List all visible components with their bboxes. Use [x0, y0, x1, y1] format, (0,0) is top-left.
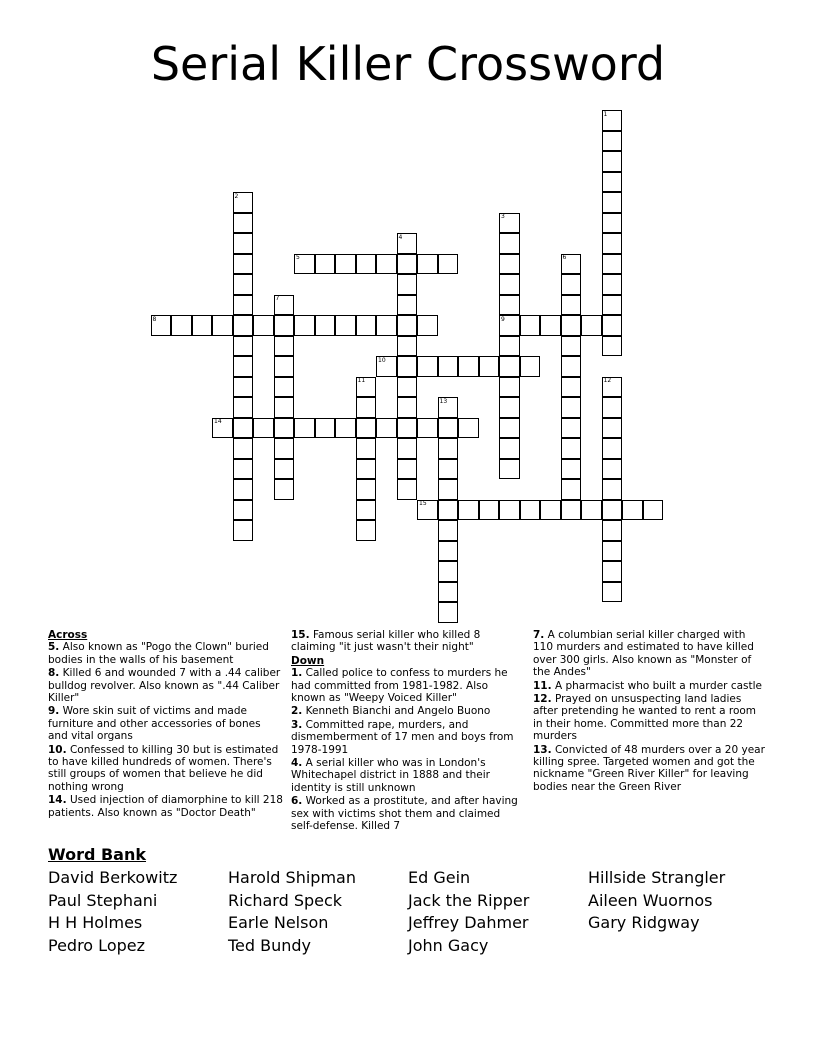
grid-cell[interactable] — [315, 315, 336, 336]
grid-cell[interactable] — [561, 315, 582, 336]
grid-cell[interactable] — [622, 500, 643, 521]
grid-clue-number: 6 — [562, 254, 567, 261]
word-bank-item: Harold Shipman — [228, 868, 356, 887]
grid-cell[interactable] — [233, 377, 254, 398]
grid-cell[interactable] — [602, 172, 623, 193]
word-bank-item: Paul Stephani — [48, 890, 158, 910]
grid-cell[interactable] — [233, 438, 254, 459]
grid-cell[interactable] — [499, 438, 520, 459]
clue-number: 1. — [291, 667, 303, 680]
word-bank-item: Richard Speck — [228, 890, 343, 910]
word-bank-item: Gary Ridgway — [588, 913, 700, 933]
grid-cell[interactable] — [499, 459, 520, 480]
word-bank-item: Hillside Strangler — [588, 868, 726, 887]
grid-cell[interactable] — [561, 336, 582, 357]
grid-cell[interactable] — [561, 459, 582, 480]
grid-cell[interactable] — [561, 397, 582, 418]
grid-cell[interactable] — [397, 315, 418, 336]
grid-cell[interactable] — [417, 315, 438, 336]
clue-text: Killed 6 and wounded 7 with a .44 caliber bulldog revolver. Also known as ".44 Caliber Killer" — [48, 667, 281, 705]
grid-cell[interactable] — [233, 520, 254, 541]
grid-cell[interactable] — [356, 459, 377, 480]
grid-cell[interactable] — [520, 500, 541, 521]
grid-cell[interactable] — [438, 356, 459, 377]
grid-cell[interactable] — [417, 254, 438, 275]
clue-across-8 — [48, 667, 283, 704]
grid-cell[interactable] — [499, 336, 520, 357]
grid-cell[interactable] — [274, 438, 295, 459]
grid-clue-number: 13 — [439, 397, 448, 405]
word-bank-item: H H Holmes — [48, 913, 143, 933]
grid-clue-number: 12 — [603, 377, 612, 384]
grid-cell[interactable] — [274, 315, 295, 336]
grid-cell[interactable] — [233, 315, 254, 336]
grid-cell[interactable] — [274, 459, 295, 480]
grid-cell[interactable] — [499, 397, 520, 418]
grid-cell[interactable] — [397, 479, 418, 500]
grid-cell[interactable] — [602, 274, 623, 295]
down-heading: Down — [291, 654, 325, 667]
word-bank-column-2 — [228, 867, 356, 958]
grid-cell[interactable] — [233, 479, 254, 500]
grid-cell[interactable] — [356, 520, 377, 541]
grid-cell[interactable] — [602, 520, 623, 541]
clue-down-1 — [291, 667, 525, 704]
grid-cell[interactable] — [397, 254, 418, 275]
word-bank-item: John Gacy — [408, 936, 489, 956]
clue-number: 14. — [48, 794, 67, 807]
grid-cell[interactable] — [171, 315, 192, 336]
clue-down-4 — [291, 757, 525, 794]
grid-cell[interactable] — [233, 356, 254, 377]
grid-cell[interactable] — [233, 418, 254, 439]
grid-cell[interactable] — [315, 254, 336, 275]
grid-cell[interactable] — [643, 500, 664, 521]
grid-cell[interactable] — [335, 254, 356, 275]
grid-cell[interactable] — [561, 418, 582, 439]
grid-cell[interactable] — [233, 397, 254, 418]
grid-clue-number: 14 — [214, 418, 222, 425]
clue-number: 11. — [533, 679, 552, 692]
clue-across-15 — [291, 629, 525, 654]
word-bank-title: Word Bank — [48, 845, 147, 864]
grid-cell[interactable] — [397, 459, 418, 480]
clue-text: Called police to confess to murders he had committed from 1981-1982. Also known as "Weepy Voiced Killer" — [291, 667, 508, 705]
grid-cell[interactable] — [212, 315, 233, 336]
grid-cell[interactable] — [274, 397, 295, 418]
clue-down-2 — [291, 705, 525, 717]
clue-number: 8. — [48, 667, 60, 680]
clue-number: 6. — [291, 795, 303, 808]
clue-text: A columbian serial killer charged with 110 murders and estimated to have killed over 300 girls. Also known as "Monster of the Andes" — [533, 629, 754, 679]
grid-cell[interactable] — [561, 479, 582, 500]
grid-cell[interactable] — [397, 377, 418, 398]
clue-number: 15. — [291, 629, 310, 641]
grid-cell[interactable] — [397, 397, 418, 418]
word-bank-item: David Berkowitz — [48, 868, 178, 887]
word-bank-item: Aileen Wuornos — [588, 890, 713, 910]
grid-cell[interactable] — [438, 479, 459, 500]
grid-cell[interactable] — [356, 254, 377, 275]
middle-clues-column — [291, 629, 525, 834]
grid-cell[interactable] — [253, 315, 274, 336]
grid-cell[interactable] — [417, 356, 438, 377]
grid-cell[interactable] — [602, 397, 623, 418]
clue-down-6 — [291, 795, 525, 832]
grid-cell[interactable] — [561, 356, 582, 377]
grid-cell[interactable] — [458, 356, 479, 377]
grid-cell[interactable] — [602, 541, 623, 562]
grid-cell[interactable] — [602, 151, 623, 172]
word-bank-item: Ted Bundy — [228, 936, 312, 956]
word-bank-column-1 — [48, 867, 177, 958]
clue-text: A pharmacist who built a murder castle — [554, 679, 762, 692]
grid-cell[interactable] — [438, 541, 459, 562]
grid-cell[interactable] — [438, 418, 459, 439]
grid-cell[interactable] — [253, 418, 274, 439]
grid-cell[interactable] — [356, 479, 377, 500]
grid-cell[interactable] — [581, 315, 602, 336]
grid-cell[interactable] — [294, 315, 315, 336]
grid-cell[interactable] — [602, 213, 623, 234]
grid-cell[interactable] — [458, 500, 479, 521]
clue-down-3 — [291, 719, 525, 756]
word-bank-item: Ed Gein — [408, 868, 471, 887]
clue-down-11 — [533, 680, 768, 692]
across-heading: Across — [48, 629, 88, 641]
grid-cell[interactable] — [561, 438, 582, 459]
clue-number: 5. — [48, 641, 60, 654]
clue-text: A serial killer who was in London's Whitechapel district in 1888 and their identity is still unknown — [291, 757, 490, 794]
grid-cell[interactable] — [356, 500, 377, 521]
grid-cell[interactable] — [602, 295, 623, 316]
grid-clue-number: 10 — [378, 356, 386, 364]
clue-text: Confessed to killing 30 but is estimated to have killed hundreds of women. There's still groups of women that believe he did nothing wrong — [48, 743, 279, 793]
grid-clue-number: 9 — [501, 315, 505, 323]
grid-cell[interactable] — [602, 459, 623, 480]
clue-number: 9. — [48, 705, 60, 718]
grid-clue-number: 5 — [296, 254, 300, 261]
grid-clue-number: 4 — [398, 233, 403, 241]
grid-cell[interactable] — [499, 418, 520, 439]
grid-cell[interactable] — [356, 418, 377, 439]
grid-cell[interactable] — [520, 356, 541, 377]
grid-cell[interactable] — [274, 356, 295, 377]
grid-cell[interactable] — [356, 315, 377, 336]
right-clues-column — [533, 629, 768, 794]
word-bank-column-3 — [408, 867, 529, 958]
grid-cell[interactable] — [397, 336, 418, 357]
grid-cell[interactable] — [602, 336, 623, 357]
grid-clue-number: 15 — [419, 500, 427, 507]
grid-cell[interactable] — [540, 500, 561, 521]
grid-cell[interactable] — [581, 500, 602, 521]
grid-cell[interactable] — [561, 500, 582, 521]
clue-across-10 — [48, 744, 283, 794]
clue-text: Used injection of diamorphine to kill 218 patients. Also known as "Doctor Death" — [48, 794, 283, 819]
grid-cell[interactable] — [397, 274, 418, 295]
grid-cell[interactable] — [335, 315, 356, 336]
clue-across-9 — [48, 705, 283, 742]
grid-cell[interactable] — [417, 418, 438, 439]
grid-cell[interactable] — [233, 500, 254, 521]
grid-clue-number: 2 — [234, 192, 239, 200]
clue-number: 7. — [533, 629, 545, 641]
grid-cell[interactable] — [397, 438, 418, 459]
clue-text: Convicted of 48 murders over a 20 year killing spree. Targeted women and got the nickname "Green River Killer" for leaving bodies near the Green River — [533, 743, 765, 793]
grid-cell[interactable] — [602, 479, 623, 500]
clue-number: 2. — [291, 705, 303, 718]
clue-down-7 — [533, 629, 768, 679]
grid-cell[interactable] — [376, 418, 397, 439]
clue-text: Also known as "Pogo the Clown" buried bodies in the walls of his basement — [48, 641, 269, 666]
clue-number: 3. — [291, 718, 303, 731]
clue-number: 12. — [533, 693, 552, 706]
grid-cell[interactable] — [397, 295, 418, 316]
grid-cell[interactable] — [438, 602, 459, 623]
page-title: Serial Killer Crossword — [150, 37, 666, 91]
grid-cell[interactable] — [602, 233, 623, 254]
grid-cell[interactable] — [438, 582, 459, 603]
grid-cell[interactable] — [438, 500, 459, 521]
grid-cell[interactable] — [438, 520, 459, 541]
word-bank-item: Earle Nelson — [228, 913, 329, 933]
grid-cell[interactable] — [376, 315, 397, 336]
word-bank-item: Pedro Lopez — [48, 936, 145, 956]
grid-cell[interactable] — [438, 561, 459, 582]
grid-cell[interactable] — [315, 418, 336, 439]
grid-cell[interactable] — [499, 500, 520, 521]
clue-text: Famous serial killer who killed 8 claiming "it just wasn't their night" — [291, 629, 481, 654]
grid-cell[interactable] — [561, 274, 582, 295]
grid-cell[interactable] — [602, 438, 623, 459]
grid-clue-number: 3 — [501, 213, 505, 220]
grid-cell[interactable] — [233, 336, 254, 357]
grid-cell[interactable] — [499, 274, 520, 295]
word-bank-item: Jeffrey Dahmer — [408, 913, 529, 933]
grid-cell[interactable] — [602, 500, 623, 521]
grid-cell[interactable] — [458, 418, 479, 439]
clue-down-12 — [533, 693, 768, 743]
grid-cell[interactable] — [602, 131, 623, 152]
across-clues-column — [48, 629, 283, 820]
grid-clue-number: 8 — [152, 315, 157, 323]
word-bank-column-4 — [588, 867, 725, 935]
grid-cell[interactable] — [602, 192, 623, 213]
grid-cell[interactable] — [233, 254, 254, 275]
clue-across-5 — [48, 641, 283, 666]
grid-cell[interactable] — [233, 295, 254, 316]
grid-cell[interactable] — [479, 356, 500, 377]
grid-cell[interactable] — [602, 254, 623, 275]
grid-cell[interactable] — [233, 233, 254, 254]
clue-text: Kenneth Bianchi and Angelo Buono — [305, 705, 491, 718]
grid-cell[interactable] — [356, 438, 377, 459]
grid-cell[interactable] — [274, 479, 295, 500]
grid-cell[interactable] — [335, 418, 356, 439]
grid-cell[interactable] — [479, 500, 500, 521]
clue-text: Prayed on unsuspecting land ladies after pretending he wanted to rent a room in their home. Committed more than 22 murders — [533, 693, 757, 743]
grid-cell[interactable] — [397, 418, 418, 439]
grid-cell[interactable] — [233, 459, 254, 480]
grid-cell[interactable] — [520, 315, 541, 336]
grid-cell[interactable] — [192, 315, 213, 336]
grid-cell[interactable] — [294, 418, 315, 439]
grid-cell[interactable] — [602, 582, 623, 603]
grid-cell[interactable] — [356, 397, 377, 418]
grid-cell[interactable] — [540, 315, 561, 336]
grid-clue-number: 7 — [275, 295, 280, 302]
grid-cell[interactable] — [397, 356, 418, 377]
grid-cell[interactable] — [561, 377, 582, 398]
grid-cell[interactable] — [499, 254, 520, 275]
word-bank-item: Jack the Ripper — [408, 890, 530, 910]
grid-cell[interactable] — [499, 356, 520, 377]
clue-text: Wore skin suit of victims and made furniture and other accessories of bones and vital organs — [48, 705, 261, 743]
grid-clue-number: 1 — [603, 110, 608, 118]
clue-text: Worked as a prostitute, and after having sex with victims shot them and claimed self-defense. Killed 7 — [291, 795, 518, 833]
grid-cell[interactable] — [233, 213, 254, 234]
clue-number: 13. — [533, 743, 552, 756]
grid-cell[interactable] — [602, 561, 623, 582]
grid-cell[interactable] — [438, 438, 459, 459]
grid-cell[interactable] — [376, 254, 397, 275]
grid-cell[interactable] — [499, 295, 520, 316]
clue-number: 10. — [48, 743, 67, 756]
grid-cell[interactable] — [274, 377, 295, 398]
grid-cell[interactable] — [233, 274, 254, 295]
grid-cell[interactable] — [499, 233, 520, 254]
grid-cell[interactable] — [438, 254, 459, 275]
grid-cell[interactable] — [602, 418, 623, 439]
clue-across-14 — [48, 794, 283, 819]
grid-cell[interactable] — [438, 459, 459, 480]
grid-cell[interactable] — [602, 315, 623, 336]
grid-cell[interactable] — [499, 377, 520, 398]
grid-cell[interactable] — [274, 418, 295, 439]
clue-text: Committed rape, murders, and dismemberment of 17 men and boys from 1978-1991 — [291, 718, 514, 756]
grid-clue-number: 11 — [357, 377, 366, 384]
grid-cell[interactable] — [274, 336, 295, 357]
grid-cell[interactable] — [561, 295, 582, 316]
clue-number: 4. — [291, 757, 303, 770]
clue-down-13 — [533, 744, 768, 794]
